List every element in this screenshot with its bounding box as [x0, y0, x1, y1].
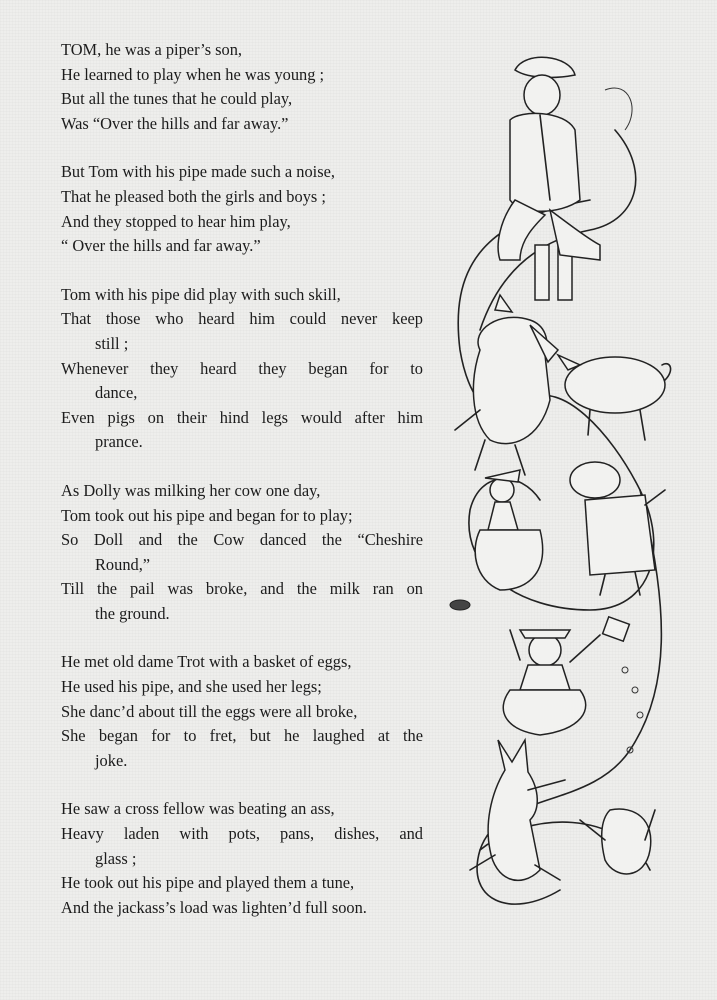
poem-line: So Doll and the Cow danced the “Cheshire: [61, 530, 423, 550]
poem-line: But all the tunes that he could play,: [61, 89, 293, 109]
stanza: [61, 650, 423, 773]
poem-line: That he pleased both the girls and boys ;: [61, 186, 326, 206]
poem-line-continuation: joke.: [95, 750, 128, 770]
poem-line: Whenever they heard they began for to: [61, 358, 423, 378]
poem-line-continuation: still ;: [95, 333, 129, 353]
poem-line-continuation: Round,”: [95, 554, 151, 574]
poem-line: She danc’d about till the eggs were all broke,: [61, 701, 358, 721]
poem-line: And they stopped to hear him play,: [61, 211, 291, 231]
illustration: [440, 50, 680, 950]
poem-text: [61, 38, 423, 944]
dolly-icon: [450, 470, 543, 610]
poem-line: “ Over the hills and far away.”: [61, 236, 261, 256]
poem-line: Was “Over the hills and far away.”: [61, 113, 289, 133]
pig-in-coat-icon: [570, 462, 665, 595]
man-icon: [580, 809, 655, 874]
poem-line: As Dolly was milking her cow one day,: [61, 480, 321, 500]
poem-line: That those who heard him could never keep: [61, 309, 423, 329]
piper-icon: [498, 57, 632, 300]
poem-line: TOM, he was a piper’s son,: [61, 40, 243, 59]
poem-line: He used his pipe, and she used her legs;: [61, 677, 322, 697]
stanza: [61, 160, 423, 258]
donkey-icon: [470, 740, 565, 880]
poem-line: He learned to play when he was young ;: [61, 64, 325, 84]
poem-line: Tom with his pipe did play with such skill,: [61, 284, 341, 304]
poem-line: But Tom with his pipe made such a noise,: [61, 162, 335, 182]
poem-line: Till the pail was broke, and the milk ran on: [61, 579, 423, 599]
poem-line-continuation: the ground.: [95, 603, 170, 623]
dame-trot-icon: [503, 617, 643, 753]
stanza: [61, 797, 423, 920]
pig-icon: [558, 355, 671, 440]
poem-line: He saw a cross fellow was beating an ass,: [61, 799, 335, 819]
stanza: [61, 479, 423, 627]
stanza: [61, 38, 423, 136]
poem-line-continuation: dance,: [95, 383, 138, 403]
poem-line: Heavy laden with pots, pans, dishes, and: [61, 824, 423, 844]
poem-line: And the jackass’s load was lighten’d full soon.: [61, 897, 367, 917]
poem-line: He took out his pipe and played them a tune,: [61, 873, 355, 893]
poem-line: Even pigs on their hind legs would after him: [61, 407, 423, 427]
poem-line: He met old dame Trot with a basket of eggs,: [61, 652, 352, 672]
poem-line-continuation: prance.: [95, 432, 143, 452]
poem-line: She began for to fret, but he laughed at the: [61, 726, 423, 746]
poem-line-continuation: glass ;: [95, 848, 137, 868]
poem-line: Tom took out his pipe and began for to play;: [61, 505, 353, 525]
stanza: [61, 283, 423, 455]
